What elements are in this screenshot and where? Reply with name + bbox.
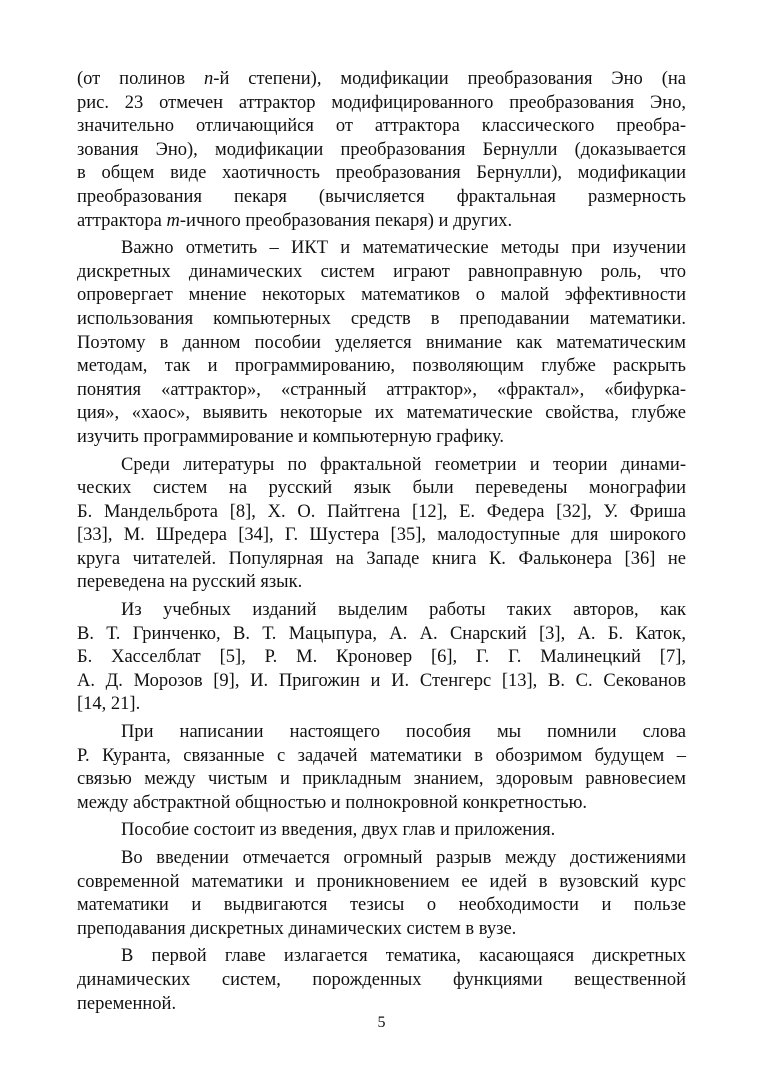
text-line: Из учебных изданий выделим работы таких авторов, как bbox=[121, 600, 686, 621]
text-line: В. Т. Гринченко, В. Т. Мацыпура, А. А. Снарский [3], А. Б. Каток, bbox=[77, 623, 686, 644]
paragraph bbox=[77, 945, 686, 1016]
text-line: переведена на русский язык. bbox=[77, 572, 303, 593]
text-line: Б. Мандельброта [8], Х. О. Пайтгена [12], Е. Федера [32], У. Фриша bbox=[77, 501, 686, 522]
text-line: Среди литературы по фрактальной геометрии и теории динами- bbox=[121, 454, 686, 475]
text-line: Пособие состоит из введения, двух глав и приложения. bbox=[121, 820, 556, 841]
text-line: в общем виде хаотичность преобразования Бернулли), модификации bbox=[77, 163, 686, 184]
text-line: рис. 23 отмечен аттрактор модифицированного преобразования Эно, bbox=[77, 92, 686, 113]
paragraph bbox=[77, 68, 686, 233]
text-line: При написании настоящего пособия мы помнили слова bbox=[121, 722, 686, 743]
text-line: преподавания дискретных динамических систем в вузе. bbox=[77, 918, 517, 939]
text-line: значительно отличающийся от аттрактора классического преобра- bbox=[77, 116, 686, 137]
text-line: [14, 21]. bbox=[77, 694, 141, 715]
paragraph bbox=[77, 237, 686, 449]
text-line: методам, так и программированию, позволяющим глубже раскрыть bbox=[77, 356, 686, 377]
text-line: (от полинов n-й степени), модификации преобразования Эно (на bbox=[77, 69, 686, 89]
document-body bbox=[77, 68, 686, 1020]
text-line: между абстрактной общностью и полнокровной конкретностью. bbox=[77, 792, 588, 813]
text-line: понятия «аттрактор», «странный аттрактор», «фрактал», «бифурка- bbox=[77, 379, 686, 400]
text-line: дискретных динамических систем играют равноправную роль, что bbox=[77, 261, 686, 282]
paragraph bbox=[77, 599, 686, 717]
text-line: использования компьютерных средств в преподавании математики. bbox=[77, 308, 686, 329]
text-line: переменной. bbox=[77, 993, 177, 1014]
paragraph bbox=[77, 454, 686, 596]
paragraph bbox=[77, 847, 686, 941]
text-line: ция», «хаос», выявить некоторые их математические свойства, глубже bbox=[77, 403, 686, 424]
text-line: Во введении отмечается огромный разрыв между достижениями bbox=[121, 848, 686, 868]
text-line: [33], М. Шредера [34], Г. Шустера [35], малодоступные для широкого bbox=[77, 525, 686, 546]
text-line: изучить программирование и компьютерную графику. bbox=[77, 426, 504, 447]
text-line: современной математики и проникновением ее идей в вузовский курс bbox=[77, 871, 686, 892]
text-line: зования Эно), модификации преобразования Бернулли (доказывается bbox=[77, 139, 686, 160]
text-line: преобразования пекаря (вычисляется фрактальная размерность bbox=[77, 186, 686, 207]
text-line: динамических систем, порожденных функциями вещественной bbox=[77, 969, 686, 990]
text-line: круга читателей. Популярная на Западе книга К. Фальконера [36] не bbox=[77, 548, 686, 569]
text-line: аттрактора m-ичного преобразования пекаря) и других. bbox=[77, 210, 513, 231]
paragraph bbox=[77, 819, 686, 843]
page-number: 5 bbox=[377, 1014, 386, 1031]
text-line: математики и выдвигаются тезисы о необходимости и пользе bbox=[77, 895, 686, 916]
text-line: опровергает мнение некоторых математиков о малой эффективности bbox=[77, 285, 686, 306]
text-line: Б. Хасселблат [5], Р. М. Кроновер [6], Г. Г. Малинецкий [7], bbox=[77, 647, 686, 668]
paragraph bbox=[77, 721, 686, 815]
text-line: Р. Куранта, связанные с задачей математики в обозримом будущем – bbox=[77, 745, 686, 766]
text-line: Поэтому в данном пособии уделяется внимание как математическим bbox=[77, 332, 686, 353]
text-line: А. Д. Морозов [9], И. Пригожин и И. Стенгерс [13], В. С. Секованов bbox=[77, 670, 686, 691]
text-line: Важно отметить – ИКТ и математические методы при изучении bbox=[121, 238, 686, 259]
text-line: связью между чистым и прикладным знанием, здоровым равновесием bbox=[77, 769, 686, 790]
text-line: ческих систем на русский язык были переведены монографии bbox=[77, 478, 686, 499]
text-line: В первой главе излагается тематика, касающаяся дискретных bbox=[121, 946, 686, 967]
